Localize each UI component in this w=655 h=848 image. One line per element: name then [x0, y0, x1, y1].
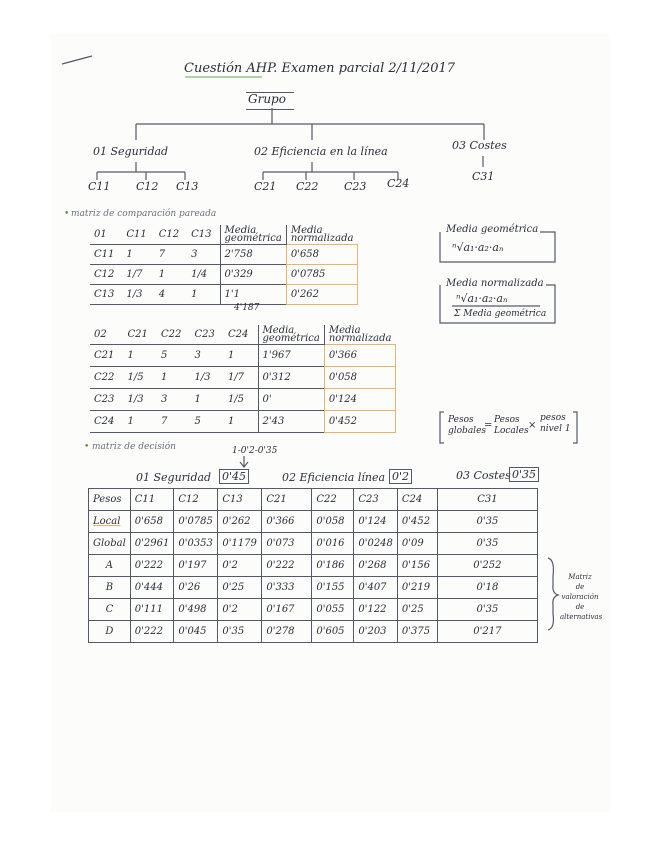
- t2-r0c5: 1'967: [258, 345, 324, 367]
- dm-alt-c-2: 0'498: [174, 599, 218, 621]
- t2-r1c2: 1: [160, 372, 168, 383]
- dm-global-5: 0'016: [312, 533, 354, 555]
- pairwise-table-1: [90, 225, 358, 305]
- dm-alt-b-2: 0'26: [174, 577, 218, 599]
- t2-h3: C23: [194, 329, 215, 340]
- formula-weights-times: ×: [528, 420, 537, 431]
- t2-r0c1: 1: [127, 350, 134, 361]
- dm-alt-c-5: 0'055: [312, 599, 354, 621]
- dm-local-7: 0'452: [397, 511, 437, 533]
- pairwise-table-2: [90, 325, 396, 433]
- bullet-dot-2: •: [84, 442, 90, 452]
- dm-h2: C12: [174, 489, 218, 511]
- section2-label: matriz de decisión: [92, 442, 176, 452]
- t2-r2c4: 1/5: [227, 394, 245, 405]
- bullet-dot: •: [64, 209, 70, 219]
- t2-r1c4: 1/7: [227, 372, 245, 383]
- dm-alt-b-6: 0'407: [354, 577, 398, 599]
- criterion-3: 03 Costes: [452, 139, 507, 152]
- t1-r1c2: 1: [158, 269, 166, 280]
- dm-local-4: 0'366: [262, 511, 312, 533]
- dm-alt-a-8: 0'252: [437, 555, 537, 577]
- t1-h2: C12: [158, 229, 180, 240]
- dm-h3: C13: [218, 489, 262, 511]
- formula-weights-rhs: pesos nivel 1: [540, 413, 571, 434]
- t2-r0c4: 1: [227, 350, 235, 361]
- criterion-2: 02 Eficiencia en la línea: [254, 145, 388, 158]
- formula-weights-mid: Pesos Locales: [494, 415, 529, 436]
- dm-alt-a-1: 0'222: [130, 555, 174, 577]
- dm-alt-a-6: 0'268: [354, 555, 398, 577]
- t1-r2c3: 1: [191, 289, 198, 300]
- dm-alt-b-1: 0'444: [130, 577, 174, 599]
- sub-c24: C24: [387, 177, 410, 190]
- dm-alt-b-3: 0'25: [218, 577, 262, 599]
- side-note-line-3: valoración: [561, 593, 599, 601]
- dm-local-6: 0'124: [354, 511, 398, 533]
- formula-norm-title: Media normalizada: [446, 278, 544, 289]
- t2-h0: 02: [94, 329, 107, 340]
- dm-alt-b-5: 0'155: [312, 577, 354, 599]
- dm-local-1: 0'658: [130, 511, 174, 533]
- t2-r3c3: 5: [194, 416, 201, 427]
- dm-alt-a-0: A: [89, 555, 131, 577]
- dm-alt-c-8: 0'35: [437, 599, 537, 621]
- dm-alt-d-7: 0'375: [397, 621, 437, 643]
- t1-r0c2: 7: [158, 249, 166, 260]
- formula-geo-expr: ⁿ√a₁·a₂·aₙ: [452, 241, 504, 254]
- dm-h7: C24: [397, 489, 437, 511]
- dm-h6: C23: [354, 489, 398, 511]
- dm-alt-c-0: C: [89, 599, 131, 621]
- dm-global-6: 0'0248: [354, 533, 398, 555]
- dm-global-0: Global: [89, 533, 131, 555]
- dm-h1: C11: [130, 489, 174, 511]
- dm-global-7: 0'09: [397, 533, 437, 555]
- dm-alt-a-4: 0'222: [262, 555, 312, 577]
- dm-alt-d-1: 0'222: [130, 621, 174, 643]
- t2-h6: Media normalizada: [324, 325, 395, 345]
- sub-c11: C11: [88, 180, 111, 193]
- t1-h4: Media geométrica: [220, 225, 286, 245]
- group-1-weight: 0'45: [219, 469, 249, 484]
- dm-local-3: 0'262: [218, 511, 262, 533]
- dm-h0: Pesos: [89, 489, 131, 511]
- t2-h1: C21: [127, 329, 148, 340]
- criterion-1: 01 Seguridad: [93, 145, 169, 158]
- dm-global-1: 0'2961: [130, 533, 174, 555]
- t2-r1c6: 0'058: [324, 367, 395, 389]
- group-2-weight: 0'2: [389, 469, 412, 484]
- side-note-line-1: Matriz: [568, 573, 592, 581]
- t1-h3: C13: [191, 229, 212, 240]
- t2-r3c2: 7: [160, 416, 168, 427]
- dm-alt-d-5: 0'605: [312, 621, 354, 643]
- t2-r2c5: 0': [258, 389, 324, 411]
- dm-alt-a-7: 0'156: [397, 555, 437, 577]
- group-3-weight: 0'35: [509, 467, 539, 482]
- sub-c31: C31: [472, 170, 495, 183]
- t1-h0: 01: [94, 229, 107, 240]
- t2-r3c4: 1: [227, 416, 235, 427]
- t1-r2c5: 0'262: [286, 285, 357, 305]
- t1-r1c5: 0'0785: [286, 265, 357, 285]
- dm-alt-b-7: 0'219: [397, 577, 437, 599]
- t2-r2c3: 1: [194, 394, 201, 405]
- dm-global-2: 0'0353: [174, 533, 218, 555]
- formula-norm-num: ⁿ√a₁·a₂·aₙ: [456, 292, 508, 305]
- dm-alt-d-6: 0'203: [354, 621, 398, 643]
- group-1-label: 01 Seguridad: [136, 471, 212, 484]
- t1-r1c4: 0'329: [220, 265, 286, 285]
- dm-alt-c-1: 0'111: [130, 599, 174, 621]
- dm-alt-c-7: 0'25: [397, 599, 437, 621]
- t2-r3c0: C24: [94, 416, 115, 427]
- dm-alt-b-0: B: [89, 577, 131, 599]
- t1-h1: C11: [126, 229, 147, 240]
- formula-weights-eq: =: [484, 420, 493, 431]
- dm-alt-d-8: 0'217: [437, 621, 537, 643]
- group-3-label: 03 Costes: [456, 469, 511, 482]
- t2-r2c2: 3: [160, 394, 168, 405]
- t2-r3c1: 1: [127, 416, 134, 427]
- formula-geo-title: Media geométrica: [446, 224, 539, 235]
- t2-h5: Media geométrica: [258, 325, 324, 345]
- formula-norm-den: Σ Media geométrica: [454, 309, 547, 319]
- dm-local-0: Local: [89, 511, 131, 533]
- dm-global-4: 0'073: [262, 533, 312, 555]
- t2-r2c6: 0'124: [324, 389, 395, 411]
- dm-alt-a-5: 0'186: [312, 555, 354, 577]
- t2-h2: C22: [160, 329, 182, 340]
- t2-r0c2: 5: [160, 350, 168, 361]
- page-title: Cuestión AHP. Examen parcial 2/11/2017: [184, 61, 456, 76]
- dm-global-8: 0'35: [437, 533, 537, 555]
- t1-r1c0: C12: [94, 269, 115, 280]
- dm-alt-c-4: 0'167: [262, 599, 312, 621]
- dm-local-8: 0'35: [437, 511, 537, 533]
- t2-r0c3: 3: [194, 350, 201, 361]
- dm-alt-a-3: 0'2: [218, 555, 262, 577]
- formula-weights-lhs: Pesos globales: [448, 415, 487, 436]
- dm-alt-c-6: 0'122: [354, 599, 398, 621]
- t1-r2c0: C13: [94, 289, 115, 300]
- section1-label: matriz de comparación pareada: [71, 209, 217, 219]
- dm-local-2: 0'0785: [174, 511, 218, 533]
- decision-matrix: [88, 488, 538, 643]
- t1-r1c3: 1/4: [191, 269, 208, 280]
- t2-h4: C24: [227, 329, 249, 340]
- side-note-line-2: de: [575, 583, 585, 591]
- dm-alt-c-3: 0'2: [218, 599, 262, 621]
- t1-r0c1: 1: [126, 249, 133, 260]
- t2-r3c5: 2'43: [258, 411, 324, 433]
- t1-sum: 4'187: [234, 303, 260, 313]
- t1-r0c3: 3: [191, 249, 198, 260]
- t2-r2c0: C23: [94, 394, 115, 405]
- t1-r2c2: 4: [158, 289, 166, 300]
- side-note-line-4: de: [575, 603, 585, 611]
- t1-h5: Media normalizada: [286, 225, 357, 245]
- t2-r3c6: 0'452: [324, 411, 395, 433]
- dm-alt-d-4: 0'278: [262, 621, 312, 643]
- dm-alt-a-2: 0'197: [174, 555, 218, 577]
- dm-local-5: 0'058: [312, 511, 354, 533]
- t2-r1c3: 1/3: [194, 372, 211, 383]
- t2-r0c0: C21: [94, 350, 115, 361]
- dm-global-3: 0'1179: [218, 533, 262, 555]
- decision-note: 1-0'2-0'35: [232, 446, 278, 456]
- t1-r2c1: 1/3: [126, 289, 143, 300]
- t1-r0c0: C11: [94, 249, 115, 260]
- dm-alt-d-0: D: [89, 621, 131, 643]
- t2-r0c6: 0'366: [324, 345, 395, 367]
- sub-c22: C22: [296, 180, 319, 193]
- side-note: [560, 572, 603, 622]
- root-node: Grupo: [248, 92, 286, 106]
- t1-r1c1: 1/7: [126, 269, 143, 280]
- dm-h4: C21: [262, 489, 312, 511]
- dm-h5: C22: [312, 489, 354, 511]
- t1-r0c4: 2'758: [220, 245, 286, 265]
- t1-r2c4: 1'1: [220, 285, 286, 305]
- dm-h8: C31: [437, 489, 537, 511]
- sub-c21: C21: [254, 180, 277, 193]
- t1-r0c5: 0'658: [286, 245, 357, 265]
- side-note-line-5: alternativas: [560, 613, 603, 621]
- dm-alt-d-3: 0'35: [218, 621, 262, 643]
- t2-r1c1: 1/5: [127, 372, 144, 383]
- t2-r1c5: 0'312: [258, 367, 324, 389]
- dm-alt-b-4: 0'333: [262, 577, 312, 599]
- dm-alt-b-8: 0'18: [437, 577, 537, 599]
- group-2-label: 02 Eficiencia línea: [282, 471, 386, 484]
- sub-c12: C12: [136, 180, 159, 193]
- t2-r1c0: C22: [94, 372, 115, 383]
- sub-c23: C23: [344, 180, 367, 193]
- t2-r2c1: 1/3: [127, 394, 144, 405]
- sub-c13: C13: [176, 180, 199, 193]
- dm-alt-d-2: 0'045: [174, 621, 218, 643]
